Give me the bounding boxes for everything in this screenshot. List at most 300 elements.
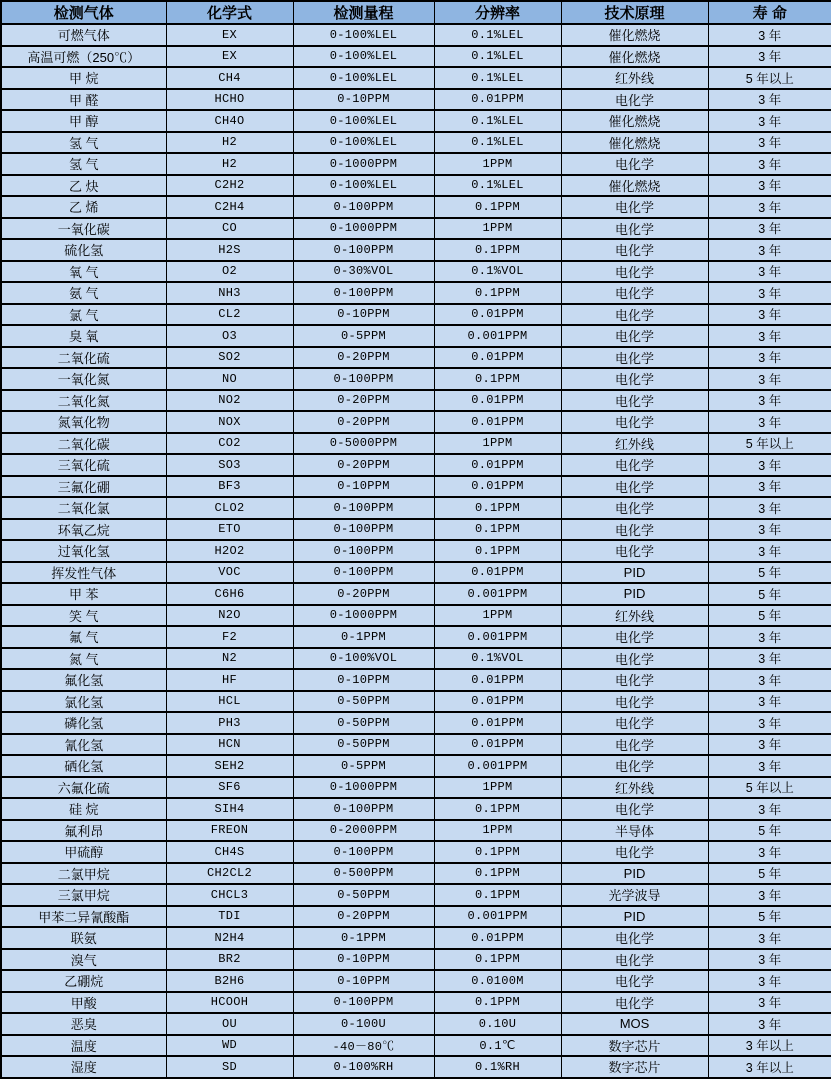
resolution-cell: 0.1PPM xyxy=(434,949,561,971)
formula-cell: CH4S xyxy=(166,841,293,863)
formula-cell: HCHO xyxy=(166,89,293,111)
principle-cell: 电化学 xyxy=(561,325,708,347)
principle-cell: PID xyxy=(561,863,708,885)
table-row xyxy=(1,325,831,347)
principle-cell: 电化学 xyxy=(561,411,708,433)
table-row xyxy=(1,648,831,670)
gas-cell: 磷化氢 xyxy=(1,712,166,734)
table-row xyxy=(1,1056,831,1078)
principle-cell: 电化学 xyxy=(561,691,708,713)
gas-cell: 甲硫醇 xyxy=(1,841,166,863)
range-cell: 0-100PPM xyxy=(293,562,434,584)
formula-cell: HF xyxy=(166,669,293,691)
table-row xyxy=(1,89,831,111)
gas-cell: 三氯甲烷 xyxy=(1,884,166,906)
table-row xyxy=(1,132,831,154)
formula-cell: CHCL3 xyxy=(166,884,293,906)
principle-cell: 电化学 xyxy=(561,476,708,498)
gas-cell: 高温可燃（250℃） xyxy=(1,46,166,68)
formula-cell: NO xyxy=(166,368,293,390)
formula-cell: C6H6 xyxy=(166,583,293,605)
range-cell: 0-50PPM xyxy=(293,712,434,734)
lifespan-cell: 3 年 xyxy=(708,46,831,68)
table-row xyxy=(1,626,831,648)
range-cell: 0-20PPM xyxy=(293,906,434,928)
formula-cell: O2 xyxy=(166,261,293,283)
gas-cell: 甲 苯 xyxy=(1,583,166,605)
range-cell: 0-10PPM xyxy=(293,304,434,326)
column-header-range: 检测量程 xyxy=(293,1,434,24)
range-cell: 0-100%LEL xyxy=(293,24,434,46)
gas-cell: 氯化氢 xyxy=(1,691,166,713)
range-cell: 0-50PPM xyxy=(293,884,434,906)
range-cell: 0-100PPM xyxy=(293,519,434,541)
formula-cell: F2 xyxy=(166,626,293,648)
formula-cell: CH2CL2 xyxy=(166,863,293,885)
range-cell: 0-20PPM xyxy=(293,411,434,433)
lifespan-cell: 3 年以上 xyxy=(708,1035,831,1057)
resolution-cell: 0.001PPM xyxy=(434,906,561,928)
resolution-cell: 0.001PPM xyxy=(434,583,561,605)
table-row xyxy=(1,390,831,412)
lifespan-cell: 3 年 xyxy=(708,110,831,132)
principle-cell: 电化学 xyxy=(561,734,708,756)
formula-cell: C2H4 xyxy=(166,196,293,218)
lifespan-cell: 3 年 xyxy=(708,304,831,326)
resolution-cell: 0.1PPM xyxy=(434,884,561,906)
lifespan-cell: 3 年 xyxy=(708,89,831,111)
gas-cell: 三氟化硼 xyxy=(1,476,166,498)
lifespan-cell: 3 年 xyxy=(708,196,831,218)
resolution-cell: 0.1%LEL xyxy=(434,67,561,89)
resolution-cell: 0.1PPM xyxy=(434,863,561,885)
formula-cell: VOC xyxy=(166,562,293,584)
principle-cell: 催化燃烧 xyxy=(561,175,708,197)
formula-cell: TDI xyxy=(166,906,293,928)
formula-cell: CO xyxy=(166,218,293,240)
lifespan-cell: 3 年 xyxy=(708,239,831,261)
range-cell: 0-50PPM xyxy=(293,691,434,713)
formula-cell: NO2 xyxy=(166,390,293,412)
range-cell: 0-100PPM xyxy=(293,992,434,1014)
formula-cell: EX xyxy=(166,46,293,68)
table-row xyxy=(1,368,831,390)
formula-cell: H2O2 xyxy=(166,540,293,562)
gas-cell: 甲 醛 xyxy=(1,89,166,111)
lifespan-cell: 3 年 xyxy=(708,669,831,691)
lifespan-cell: 3 年 xyxy=(708,970,831,992)
gas-cell: 六氟化硫 xyxy=(1,777,166,799)
resolution-cell: 1PPM xyxy=(434,605,561,627)
column-header-formula: 化学式 xyxy=(166,1,293,24)
lifespan-cell: 3 年 xyxy=(708,755,831,777)
table-row xyxy=(1,1035,831,1057)
lifespan-cell: 3 年 xyxy=(708,691,831,713)
range-cell: 0-20PPM xyxy=(293,583,434,605)
formula-cell: CH4 xyxy=(166,67,293,89)
resolution-cell: 0.01PPM xyxy=(434,927,561,949)
resolution-cell: 0.1%LEL xyxy=(434,175,561,197)
gas-cell: 一氧化氮 xyxy=(1,368,166,390)
range-cell: 0-30%VOL xyxy=(293,261,434,283)
range-cell: 0-100U xyxy=(293,1013,434,1035)
principle-cell: 电化学 xyxy=(561,992,708,1014)
resolution-cell: 0.1PPM xyxy=(434,841,561,863)
principle-cell: 电化学 xyxy=(561,669,708,691)
gas-cell: 温度 xyxy=(1,1035,166,1057)
resolution-cell: 0.1PPM xyxy=(434,540,561,562)
range-cell: 0-1PPM xyxy=(293,626,434,648)
principle-cell: 电化学 xyxy=(561,454,708,476)
range-cell: 0-1PPM xyxy=(293,927,434,949)
lifespan-cell: 5 年 xyxy=(708,583,831,605)
lifespan-cell: 3 年 xyxy=(708,841,831,863)
formula-cell: EX xyxy=(166,24,293,46)
formula-cell: NOX xyxy=(166,411,293,433)
column-header-lifespan: 寿 命 xyxy=(708,1,831,24)
range-cell: 0-100%VOL xyxy=(293,648,434,670)
range-cell: 0-100%LEL xyxy=(293,110,434,132)
gas-cell: 臭 氧 xyxy=(1,325,166,347)
range-cell: 0-100PPM xyxy=(293,798,434,820)
formula-cell: HCOOH xyxy=(166,992,293,1014)
table-row xyxy=(1,347,831,369)
lifespan-cell: 3 年 xyxy=(708,325,831,347)
lifespan-cell: 5 年 xyxy=(708,906,831,928)
formula-cell: O3 xyxy=(166,325,293,347)
gas-cell: 二氧化硫 xyxy=(1,347,166,369)
range-cell: 0-100PPM xyxy=(293,540,434,562)
range-cell: 0-1000PPM xyxy=(293,605,434,627)
gas-cell: 二氧化氯 xyxy=(1,497,166,519)
principle-cell: 电化学 xyxy=(561,196,708,218)
range-cell: 0-20PPM xyxy=(293,347,434,369)
table-row xyxy=(1,540,831,562)
lifespan-cell: 3 年 xyxy=(708,347,831,369)
formula-cell: OU xyxy=(166,1013,293,1035)
gas-cell: 湿度 xyxy=(1,1056,166,1078)
gas-cell: 二氯甲烷 xyxy=(1,863,166,885)
formula-cell: CH4O xyxy=(166,110,293,132)
resolution-cell: 0.1%VOL xyxy=(434,261,561,283)
range-cell: 0-100PPM xyxy=(293,196,434,218)
formula-cell: SO2 xyxy=(166,347,293,369)
table-header xyxy=(1,1,831,24)
gas-cell: 氢 气 xyxy=(1,132,166,154)
resolution-cell: 0.001PPM xyxy=(434,626,561,648)
principle-cell: 电化学 xyxy=(561,368,708,390)
table-row xyxy=(1,884,831,906)
gas-cell: 乙 炔 xyxy=(1,175,166,197)
range-cell: 0-100%LEL xyxy=(293,175,434,197)
lifespan-cell: 3 年 xyxy=(708,282,831,304)
table-row xyxy=(1,949,831,971)
resolution-cell: 1PPM xyxy=(434,153,561,175)
gas-cell: 乙硼烷 xyxy=(1,970,166,992)
principle-cell: 半导体 xyxy=(561,820,708,842)
gas-cell: 二氧化碳 xyxy=(1,433,166,455)
range-cell: 0-500PPM xyxy=(293,863,434,885)
resolution-cell: 1PPM xyxy=(434,433,561,455)
formula-cell: HCL xyxy=(166,691,293,713)
table-row xyxy=(1,755,831,777)
table-row xyxy=(1,239,831,261)
principle-cell: 电化学 xyxy=(561,239,708,261)
table-row xyxy=(1,476,831,498)
formula-cell: PH3 xyxy=(166,712,293,734)
lifespan-cell: 5 年 xyxy=(708,863,831,885)
lifespan-cell: 3 年 xyxy=(708,540,831,562)
lifespan-cell: 3 年 xyxy=(708,175,831,197)
range-cell: 0-100%LEL xyxy=(293,132,434,154)
range-cell: 0-1000PPM xyxy=(293,218,434,240)
formula-cell: HCN xyxy=(166,734,293,756)
lifespan-cell: 5 年以上 xyxy=(708,433,831,455)
resolution-cell: 1PPM xyxy=(434,218,561,240)
formula-cell: H2 xyxy=(166,132,293,154)
table-row xyxy=(1,798,831,820)
table-row xyxy=(1,605,831,627)
table-row xyxy=(1,46,831,68)
range-cell: 0-20PPM xyxy=(293,454,434,476)
table-row xyxy=(1,282,831,304)
formula-cell: SD xyxy=(166,1056,293,1078)
resolution-cell: 0.01PPM xyxy=(434,89,561,111)
table-row xyxy=(1,562,831,584)
table-row xyxy=(1,906,831,928)
gas-cell: 联氨 xyxy=(1,927,166,949)
gas-cell: 甲 烷 xyxy=(1,67,166,89)
table-row xyxy=(1,261,831,283)
formula-cell: FREON xyxy=(166,820,293,842)
resolution-cell: 0.1PPM xyxy=(434,239,561,261)
principle-cell: 电化学 xyxy=(561,304,708,326)
resolution-cell: 0.01PPM xyxy=(434,691,561,713)
table-row xyxy=(1,304,831,326)
table-row xyxy=(1,712,831,734)
range-cell: 0-100PPM xyxy=(293,239,434,261)
gas-cell: 乙 烯 xyxy=(1,196,166,218)
resolution-cell: 0.001PPM xyxy=(434,325,561,347)
gas-cell: 甲酸 xyxy=(1,992,166,1014)
principle-cell: 电化学 xyxy=(561,949,708,971)
gas-cell: 氢 气 xyxy=(1,153,166,175)
lifespan-cell: 3 年 xyxy=(708,218,831,240)
principle-cell: 红外线 xyxy=(561,777,708,799)
table-row xyxy=(1,863,831,885)
gas-cell: 溴气 xyxy=(1,949,166,971)
lifespan-cell: 3 年 xyxy=(708,497,831,519)
lifespan-cell: 3 年 xyxy=(708,411,831,433)
formula-cell: CO2 xyxy=(166,433,293,455)
formula-cell: N2 xyxy=(166,648,293,670)
resolution-cell: 0.1PPM xyxy=(434,519,561,541)
range-cell: 0-100PPM xyxy=(293,368,434,390)
lifespan-cell: 3 年 xyxy=(708,798,831,820)
range-cell: 0-10PPM xyxy=(293,89,434,111)
resolution-cell: 0.001PPM xyxy=(434,755,561,777)
formula-cell: CL2 xyxy=(166,304,293,326)
lifespan-cell: 5 年以上 xyxy=(708,777,831,799)
table-row xyxy=(1,24,831,46)
table-row xyxy=(1,433,831,455)
formula-cell: N2H4 xyxy=(166,927,293,949)
gas-cell: 恶臭 xyxy=(1,1013,166,1035)
principle-cell: 数字芯片 xyxy=(561,1035,708,1057)
table-row xyxy=(1,218,831,240)
resolution-cell: 1PPM xyxy=(434,777,561,799)
principle-cell: 电化学 xyxy=(561,970,708,992)
range-cell: 0-100%LEL xyxy=(293,67,434,89)
gas-cell: 硒化氢 xyxy=(1,755,166,777)
gas-cell: 氯 气 xyxy=(1,304,166,326)
lifespan-cell: 5 年以上 xyxy=(708,67,831,89)
formula-cell: BF3 xyxy=(166,476,293,498)
principle-cell: 电化学 xyxy=(561,390,708,412)
table-row xyxy=(1,497,831,519)
gas-cell: 甲苯二异氰酸酯 xyxy=(1,906,166,928)
principle-cell: 光学波导 xyxy=(561,884,708,906)
principle-cell: 红外线 xyxy=(561,67,708,89)
table-row xyxy=(1,67,831,89)
range-cell: 0-10PPM xyxy=(293,476,434,498)
lifespan-cell: 3 年以上 xyxy=(708,1056,831,1078)
lifespan-cell: 3 年 xyxy=(708,454,831,476)
resolution-cell: 0.1%VOL xyxy=(434,648,561,670)
formula-cell: WD xyxy=(166,1035,293,1057)
formula-cell: BR2 xyxy=(166,949,293,971)
table-body xyxy=(1,24,831,1078)
principle-cell: 催化燃烧 xyxy=(561,132,708,154)
lifespan-cell: 3 年 xyxy=(708,648,831,670)
gas-cell: 一氧化碳 xyxy=(1,218,166,240)
range-cell: -40－80℃ xyxy=(293,1035,434,1057)
principle-cell: 催化燃烧 xyxy=(561,24,708,46)
principle-cell: 电化学 xyxy=(561,519,708,541)
resolution-cell: 0.01PPM xyxy=(434,304,561,326)
lifespan-cell: 3 年 xyxy=(708,153,831,175)
resolution-cell: 0.01PPM xyxy=(434,712,561,734)
gas-cell: 环氧乙烷 xyxy=(1,519,166,541)
table-row xyxy=(1,411,831,433)
range-cell: 0-100PPM xyxy=(293,497,434,519)
table-row xyxy=(1,454,831,476)
lifespan-cell: 3 年 xyxy=(708,519,831,541)
range-cell: 0-10PPM xyxy=(293,669,434,691)
resolution-cell: 0.01PPM xyxy=(434,734,561,756)
gas-cell: 过氧化氢 xyxy=(1,540,166,562)
gas-cell: 可燃气体 xyxy=(1,24,166,46)
lifespan-cell: 3 年 xyxy=(708,992,831,1014)
resolution-cell: 0.1PPM xyxy=(434,282,561,304)
table-row xyxy=(1,1013,831,1035)
formula-cell: B2H6 xyxy=(166,970,293,992)
table-row xyxy=(1,175,831,197)
lifespan-cell: 5 年 xyxy=(708,820,831,842)
lifespan-cell: 3 年 xyxy=(708,949,831,971)
gas-cell: 甲 醇 xyxy=(1,110,166,132)
table-row xyxy=(1,970,831,992)
principle-cell: PID xyxy=(561,562,708,584)
range-cell: 0-100%RH xyxy=(293,1056,434,1078)
range-cell: 0-10PPM xyxy=(293,970,434,992)
gas-cell: 三氧化硫 xyxy=(1,454,166,476)
resolution-cell: 0.1%LEL xyxy=(434,46,561,68)
lifespan-cell: 3 年 xyxy=(708,927,831,949)
formula-cell: ETO xyxy=(166,519,293,541)
principle-cell: 电化学 xyxy=(561,626,708,648)
table-row xyxy=(1,734,831,756)
lifespan-cell: 3 年 xyxy=(708,24,831,46)
resolution-cell: 0.01PPM xyxy=(434,390,561,412)
formula-cell: SO3 xyxy=(166,454,293,476)
gas-cell: 二氧化氮 xyxy=(1,390,166,412)
lifespan-cell: 3 年 xyxy=(708,390,831,412)
resolution-cell: 0.10U xyxy=(434,1013,561,1035)
resolution-cell: 0.01PPM xyxy=(434,669,561,691)
formula-cell: N2O xyxy=(166,605,293,627)
formula-cell: SF6 xyxy=(166,777,293,799)
range-cell: 0-50PPM xyxy=(293,734,434,756)
gas-cell: 硫化氢 xyxy=(1,239,166,261)
resolution-cell: 0.01PPM xyxy=(434,454,561,476)
resolution-cell: 0.1PPM xyxy=(434,196,561,218)
gas-cell: 挥发性气体 xyxy=(1,562,166,584)
principle-cell: PID xyxy=(561,906,708,928)
table-row xyxy=(1,841,831,863)
range-cell: 0-100%LEL xyxy=(293,46,434,68)
gas-cell: 氨 气 xyxy=(1,282,166,304)
principle-cell: 电化学 xyxy=(561,540,708,562)
lifespan-cell: 3 年 xyxy=(708,884,831,906)
principle-cell: 电化学 xyxy=(561,648,708,670)
principle-cell: 数字芯片 xyxy=(561,1056,708,1078)
resolution-cell: 0.01PPM xyxy=(434,476,561,498)
range-cell: 0-1000PPM xyxy=(293,153,434,175)
principle-cell: 电化学 xyxy=(561,497,708,519)
lifespan-cell: 3 年 xyxy=(708,626,831,648)
table-row xyxy=(1,110,831,132)
principle-cell: 红外线 xyxy=(561,433,708,455)
principle-cell: 电化学 xyxy=(561,153,708,175)
range-cell: 0-5000PPM xyxy=(293,433,434,455)
resolution-cell: 0.1℃ xyxy=(434,1035,561,1057)
principle-cell: 电化学 xyxy=(561,841,708,863)
table-row xyxy=(1,927,831,949)
lifespan-cell: 3 年 xyxy=(708,734,831,756)
principle-cell: 电化学 xyxy=(561,282,708,304)
formula-cell: H2 xyxy=(166,153,293,175)
resolution-cell: 0.1%LEL xyxy=(434,24,561,46)
formula-cell: NH3 xyxy=(166,282,293,304)
table-row xyxy=(1,669,831,691)
resolution-cell: 1PPM xyxy=(434,820,561,842)
table-row xyxy=(1,519,831,541)
resolution-cell: 0.1PPM xyxy=(434,368,561,390)
range-cell: 0-5PPM xyxy=(293,755,434,777)
principle-cell: 电化学 xyxy=(561,755,708,777)
resolution-cell: 0.01PPM xyxy=(434,562,561,584)
lifespan-cell: 3 年 xyxy=(708,476,831,498)
resolution-cell: 0.1PPM xyxy=(434,992,561,1014)
lifespan-cell: 3 年 xyxy=(708,132,831,154)
column-header-gas: 检测气体 xyxy=(1,1,166,24)
gas-cell: 氮氧化物 xyxy=(1,411,166,433)
resolution-cell: 0.0100M xyxy=(434,970,561,992)
header-row xyxy=(1,1,831,24)
table-row xyxy=(1,820,831,842)
principle-cell: MOS xyxy=(561,1013,708,1035)
